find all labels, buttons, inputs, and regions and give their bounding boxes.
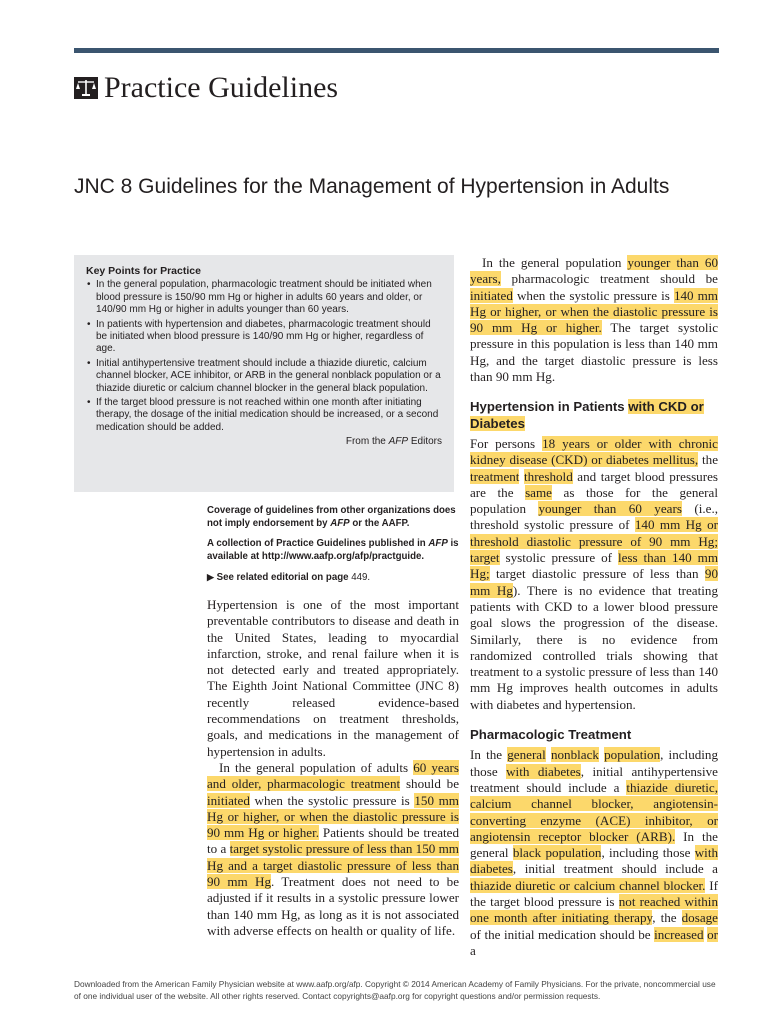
highlighted-text: threshold [524, 468, 573, 484]
key-points-source: From the AFP Editors [345, 436, 442, 448]
highlighted-text: 90 mm Hg [470, 566, 718, 598]
intro-paragraph: Hypertension is one of the most important preventable contributors to disease and death in the United States, leading to myocardial infarction, stroke, and renal failure when it is not detected early and treated appropriately. The Eighth Joint National Committee (JNC 8) recently released evidence-based recommendations on treatment thresholds, goals, and medications in the management of hypertension in adults. [207, 597, 459, 759]
highlighted-text: dosage [681, 910, 718, 926]
pharmacologic-heading: Pharmacologic Treatment [470, 727, 632, 743]
text-run: the [698, 452, 719, 468]
related-editorial-note: ▶ See related editorial on page 449. [207, 572, 371, 583]
text-run: Patients should be treated to a [207, 825, 460, 857]
text-run: when the systolic pressure is [512, 287, 674, 303]
text-run: In the general population of adults [219, 759, 414, 775]
text-run: a [470, 942, 476, 958]
key-point-item: • Initial antihypertensive treatment should include a thiazide diuretic, calcium channel blocker, ACE inhibitor, or ARB in the general nonblack population or a thiazide diuretic or calcium channel blocker in the general black population. [86, 358, 442, 395]
highlighted-text: nonblack [550, 747, 599, 763]
text-run: and target blood pressures are the [470, 468, 718, 500]
highlighted-text: or [707, 926, 719, 942]
collection-note: A collection of Practice Guidelines published in AFP is available at http://www.aafp.org/afp/practguide. [207, 538, 459, 562]
text-run: as those for the general population [470, 484, 718, 517]
highlighted-text: increased [654, 926, 704, 942]
text-run: ). There is no evidence that treating patients with CKD to a lower blood pressure goal slows the progression of the disease. Similarly, there is no evidence from randomized controlled trials showing that treatment to a systolic pressure of less than 140 mm Hg improves health outcomes in adults with diabetes and hypertension. [470, 582, 718, 712]
text-run: In the general population [482, 255, 628, 270]
highlighted-text: with diabetes [506, 763, 581, 779]
pharmacologic-paragraph [470, 747, 718, 959]
editorial-notes [207, 505, 459, 585]
highlighted-text: younger than 60 years [538, 501, 682, 517]
highlighted-text: less than 140 mm Hg; [470, 550, 719, 582]
section-title: Practice Guidelines [104, 71, 339, 104]
highlighted-text: not reached within one month after initiating therapy [470, 893, 718, 926]
highlighted-text: 18 years or older with chronic kidney disease (CKD) or diabetes mellitus, [470, 435, 718, 468]
text-run: target diastolic pressure of less than [489, 566, 705, 582]
highlighted-text: thiazide diuretic, calcium channel blocker, angiotensin-converting enzyme (ACE) inhibitor, or angiotensin receptor blocker (ARB). [470, 779, 718, 844]
younger-adults-paragraph [470, 255, 718, 385]
text-run: In the general [470, 828, 718, 861]
text-run: systolic pressure of [499, 550, 618, 566]
highlighted-text: 60 years and older, pharmacologic treatment [207, 759, 459, 792]
text-run: Hypertension in Patients [470, 399, 629, 415]
ckd-diabetes-paragraph [470, 436, 718, 713]
text-run: , the [652, 910, 682, 926]
highlighted-text: 150 mm Hg or higher, or when the diastolic pressure is 90 mm Hg or higher. [207, 792, 459, 841]
scales-of-justice-icon [74, 77, 98, 99]
text-run: , including those [601, 845, 695, 861]
text-run: In the [470, 747, 508, 763]
text-run: when the systolic pressure is [249, 792, 415, 808]
highlighted-text: with diabetes [470, 845, 718, 877]
highlighted-text: treatment [470, 468, 520, 484]
key-point-item: • In patients with hypertension and diabetes, pharmacologic treatment should be initiated when blood pressure is 140/90 mm Hg or higher, regardless of age. [86, 319, 442, 356]
text-run: If the target blood pressure is [470, 877, 718, 909]
coverage-note: Coverage of guidelines from other organizations does not imply endorsement by AFP or the AAFP. [207, 505, 456, 529]
highlighted-text: target systolic pressure of less than 150 mm Hg and a target diastolic pressure of less than 90 mm Hg [207, 841, 459, 890]
highlighted-text: black population [512, 845, 602, 861]
key-point-item: • In the general population, pharmacologic treatment should be initiated when blood pressure is 150/90 mm Hg or higher in adults 60 years and older, or 140/90 mm Hg or higher in adults younger than 60 years. [86, 279, 442, 316]
text-run: The target systolic pressure in this population is less than 140 mm Hg, and the target diastolic pressure is less than 90 mm Hg. [470, 320, 718, 385]
highlighted-text: initiated [470, 287, 513, 303]
body-column-right [470, 255, 718, 959]
highlighted-text: thiazide diuretic or calcium channel blocker. [470, 877, 706, 893]
highlighted-text: initiated [207, 792, 250, 808]
highlighted-text: same [525, 484, 552, 500]
text-run: pharmacologic treatment should be [500, 271, 718, 287]
text-run: , initial treatment should include a [512, 861, 718, 877]
text-run: , including those [470, 747, 719, 779]
body-column-left [207, 597, 459, 939]
highlighted-text: younger than 60 years, [470, 255, 719, 287]
text-run: (i.e., threshold systolic pressure of [470, 501, 719, 533]
text-run: should be [400, 776, 460, 792]
text-run: . Treatment does not need to be adjusted if it results in a systolic pressure lower than 140 mm Hg, as long as it is not associated with adverse effects on health or quality of life. [207, 874, 460, 938]
key-points-heading: Key Points for Practice [86, 265, 201, 277]
highlighted-text: with CKD or Diabetes [470, 399, 704, 431]
copyright-footer: Downloaded from the American Family Physician website at www.aafp.org/afp. Copyright © 2014 American Academy of Family Physicians. For the private, noncommercial use of one individual user of the website. All other rights reserved. Contact copyrights@aafp.org for copyright questions and/or permission requests. [74, 979, 716, 1002]
highlighted-text: general [507, 747, 546, 763]
article-title: JNC 8 Guidelines for the Management of Hypertension in Adults [74, 175, 670, 198]
highlighted-text: 140 mm Hg or threshold diastolic pressure of 90 mm Hg; target [470, 517, 718, 566]
key-point-item: • If the target blood pressure is not reached within one month after initiating therapy, the dosage of the initial medication should be increased, or a second medication should be added. [86, 397, 442, 434]
key-points-box [74, 255, 454, 492]
text-run: , initial antihypertensive treatment should include a [470, 763, 718, 795]
text-run: For persons [470, 435, 543, 451]
triangle-arrow-icon: ▶ [207, 572, 214, 582]
highlighted-text: 140 mm Hg or higher, or when the diastolic pressure is 90 mm Hg or higher. [470, 287, 718, 336]
header-rule [74, 48, 719, 53]
highlighted-text: population [604, 747, 661, 763]
key-points-list [86, 279, 442, 434]
older-adults-paragraph [207, 760, 459, 939]
ckd-diabetes-heading [470, 399, 718, 432]
text-run: of the initial medication should be [470, 926, 655, 942]
section-header [74, 70, 338, 106]
